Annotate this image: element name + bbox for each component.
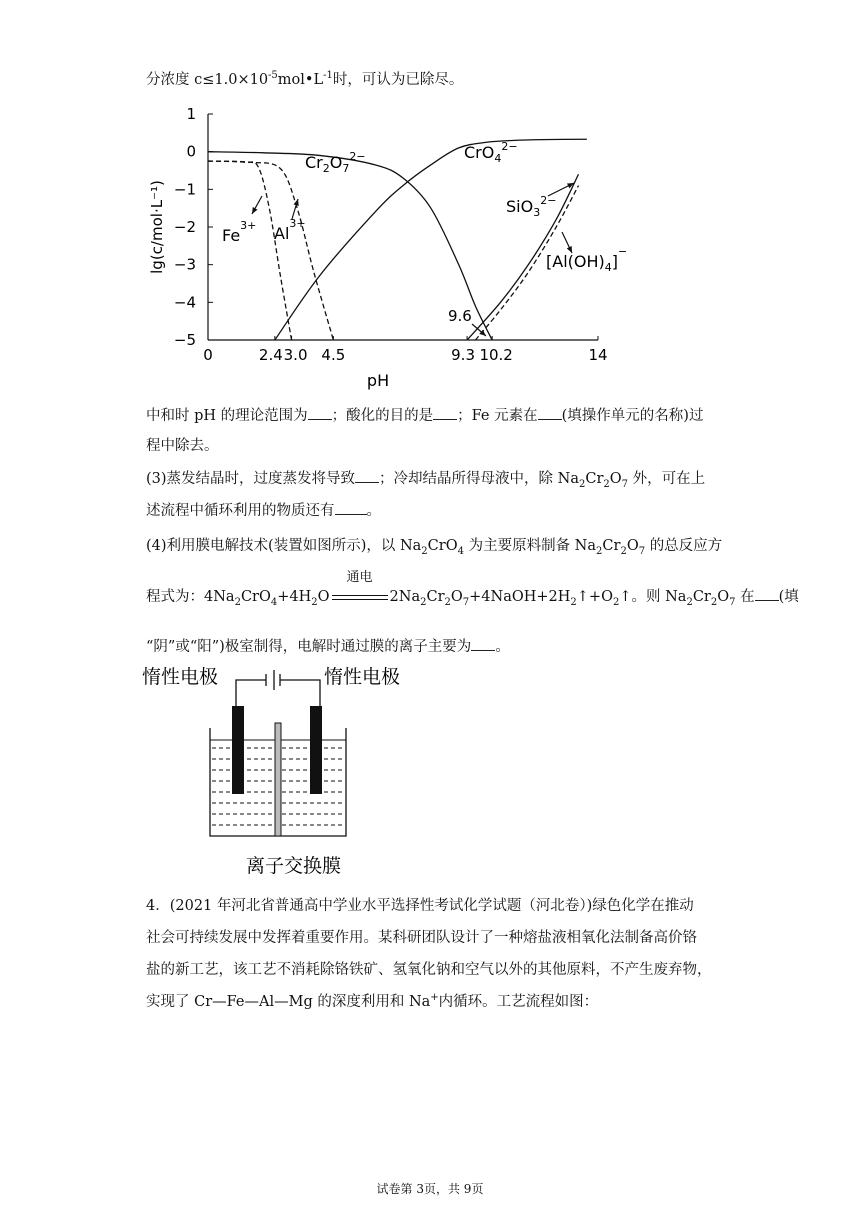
paragraph-2: 程中除去。 bbox=[146, 438, 219, 454]
left-electrode-label: 惰性电极 bbox=[142, 666, 219, 688]
x-axis-label: pH bbox=[366, 371, 390, 390]
question-4-line-1: 4．(2021 年河北省普通高中学业水平选择性考试化学试题（河北卷）)绿色化学在推动 bbox=[146, 898, 694, 914]
series-line-fe3 bbox=[208, 161, 292, 340]
label-aloh4: $[Al(OH)_4]^-$ bbox=[546, 245, 628, 274]
x-tick-label: 14 bbox=[588, 346, 608, 364]
right-electrode bbox=[310, 706, 322, 794]
electrolysis-cell-diagram bbox=[140, 658, 420, 883]
label-sio3: SiO$_3^{2-}$ bbox=[506, 194, 557, 219]
ion-exchange-membrane bbox=[275, 723, 281, 836]
y-axis-label: lg(c/mol·L⁻¹) bbox=[148, 180, 166, 274]
x-tick-label: 0 bbox=[203, 346, 213, 364]
series-line-al3 bbox=[208, 161, 333, 340]
label-cr2o7: $Cr_2O_7^{2-}$ bbox=[305, 150, 366, 175]
paragraph-1: 中和时 pH 的理论范围为 ；酸化的目的是 ；Fe 元素在 (填操作单元的名称)过 bbox=[146, 405, 703, 426]
reaction-arrow: 通电 bbox=[332, 590, 388, 604]
label-cro4: CrO$_4^{2-}$ bbox=[464, 140, 518, 165]
right-electrode-label: 惰性电极 bbox=[324, 666, 401, 688]
y-tick-label: −4 bbox=[173, 293, 196, 312]
x-tick-label: 9.3 bbox=[451, 346, 476, 364]
paragraph-4: 述流程中循环利用的物质还有 。 bbox=[146, 500, 381, 521]
paragraph-6: “阴”或“阳”)极室制得，电解时通过膜的离子主要为 。 bbox=[146, 636, 510, 657]
label-fe3: $Fe^{3+}$ bbox=[222, 219, 257, 245]
label-al3: $Al^{3+}$ bbox=[274, 217, 306, 243]
intro-line: 分浓度 $c\le 1.0\times 10^{-5}mol•L^{-1}$时，可认为已除尽。 bbox=[146, 70, 464, 88]
x-tick-label: 2.4 bbox=[258, 346, 283, 364]
page-footer: 试卷第 3页，共 9页 bbox=[376, 1182, 484, 1196]
annotation-9-6: 9.6 bbox=[448, 307, 472, 325]
x-tick-label: 4.5 bbox=[321, 346, 346, 364]
equation-line: 程式为：$4Na_2CrO_4+4H_2O$ 通电 $2Na_2Cr_2O_7+4NaOH+2H_2↑+O_2↑$。则 $Na_2Cr_2O_7$ 在 (填 bbox=[146, 570, 799, 608]
power-source-icon bbox=[236, 670, 320, 708]
question-4-line-2: 社会可持续发展中发挥着重要作用。某科研团队设计了一种熔盐液相氧化法制备高价铬 bbox=[146, 930, 697, 946]
y-tick-label: −5 bbox=[173, 331, 196, 349]
question-4-line-3: 盐的新工艺，该工艺不消耗除铬铁矿、氢氧化钠和空气以外的其他原料，不产生废弃物， bbox=[146, 962, 712, 978]
paragraph-5: (4)利用膜电解技术(装置如图所示)，以 $Na_2CrO_4$ 为主要原料制备 $Na_2Cr_2O_7$ 的总反应方 bbox=[146, 538, 723, 557]
paragraph-3: (3)蒸发结晶时，过度蒸发将导致 ；冷却结晶所得母液中，除 $Na_2Cr_2O_7$ 外，可在上 bbox=[146, 468, 705, 489]
question-4-line-4: 实现了 Cr—Fe—Al—Mg 的深度利用和 Na+内循环。工艺流程如图： bbox=[146, 992, 599, 1010]
y-tick-label: −2 bbox=[173, 218, 196, 236]
left-electrode bbox=[232, 706, 244, 794]
membrane-label: 离子交换膜 bbox=[246, 855, 342, 877]
y-tick-label: 1 bbox=[186, 105, 196, 123]
y-tick-label: 0 bbox=[186, 142, 196, 161]
x-tick-label: 10.2 bbox=[479, 346, 513, 364]
y-tick-label: −3 bbox=[173, 255, 196, 274]
concentration-ph-chart bbox=[140, 96, 628, 396]
y-tick-label: −1 bbox=[173, 180, 196, 199]
x-tick-label: 3.0 bbox=[283, 346, 308, 364]
